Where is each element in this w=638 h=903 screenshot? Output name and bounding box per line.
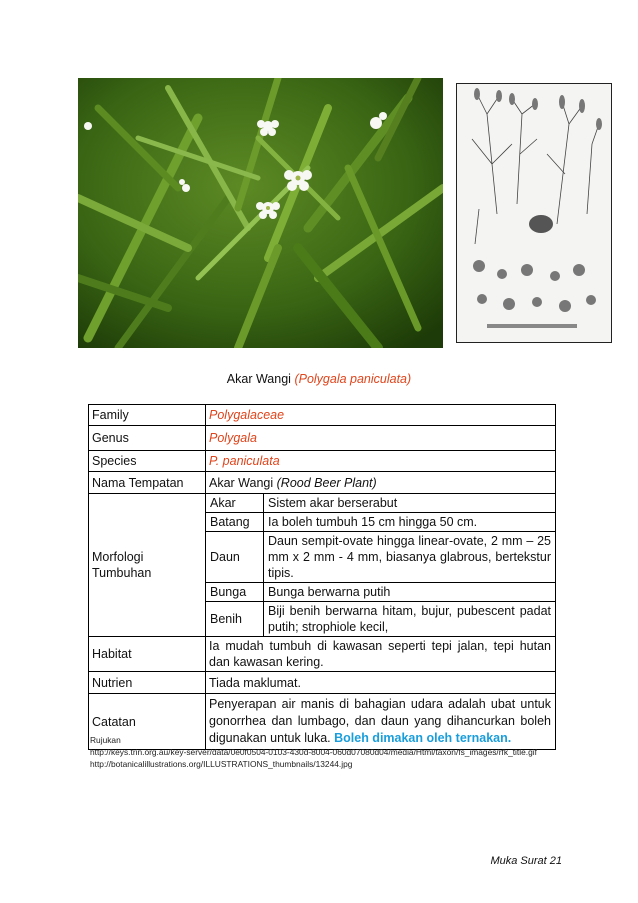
- local-name-note: (Rood Beer Plant): [276, 475, 377, 490]
- family-label: Family: [89, 405, 206, 426]
- morph-value: Biji benih berwarna hitam, bujur, pubescent padat putih; strophiole kecil,: [268, 604, 551, 634]
- page-number: Muka Surat 21: [490, 855, 562, 867]
- morph-key: Daun: [206, 532, 264, 583]
- botanical-illustration: [456, 83, 612, 343]
- species-value: P. paniculata: [206, 451, 556, 472]
- row-habitat: [89, 637, 556, 672]
- morph-value: Ia boleh tumbuh 15 cm hingga 50 cm.: [264, 513, 556, 532]
- species-label: Species: [89, 451, 206, 472]
- morph-value: Sistem akar berserabut: [264, 494, 556, 513]
- genus-label: Genus: [89, 426, 206, 451]
- row-nutrient: [89, 672, 556, 694]
- morph-key: Akar: [206, 494, 264, 513]
- reference-link[interactable]: http://botanicalillustrations.org/ILLUSTRATIONS_thumbnails/13244.jpg: [90, 759, 353, 769]
- local-name-value: [206, 472, 556, 494]
- morphology-table: [206, 494, 555, 636]
- row-morphology: [89, 494, 556, 637]
- reference-link[interactable]: http://keys.trin.org.au/key-server/data/0e0f0504-0103-430d-8004-060d07080d04/media/Html/taxon/fs_images/rfk_title.gif: [90, 747, 537, 757]
- morph-value: Bunga berwarna putih: [264, 583, 556, 602]
- morph-value: Daun sempit-ovate hingga linear-ovate, 2 mm – 25 mm x 2 mm - 4 mm, biasanya glabrous, bertekstur tipis.: [264, 532, 556, 583]
- family-value: Polygalaceae: [206, 405, 556, 426]
- morph-row-seed: [206, 602, 555, 637]
- plant-photo: [78, 78, 443, 348]
- habitat-value: Ia mudah tumbuh di kawasan seperti tepi jalan, tepi hutan dan kawasan kering.: [206, 637, 556, 672]
- morph-key: Benih: [206, 602, 264, 637]
- row-genus: [89, 426, 556, 451]
- morph-row-flower: [206, 583, 555, 602]
- notes-text: Penyerapan air manis di bahagian udara adalah ubat untuk gonorrhea dan lumbago, dan daun yang dihancurkan boleh digunakan untuk luka.: [209, 697, 551, 745]
- morph-row-stem: [206, 513, 555, 532]
- row-family: [89, 405, 556, 426]
- morph-row-leaf: [206, 532, 555, 583]
- notes-label: Catatan: [89, 694, 206, 750]
- morph-row-root: [206, 494, 555, 513]
- genus-value: Polygala: [206, 426, 556, 451]
- row-species: [89, 451, 556, 472]
- notes-highlight: Boleh dimakan oleh ternakan.: [334, 731, 512, 745]
- morph-key: Bunga: [206, 583, 264, 602]
- nutrient-label: Nutrien: [89, 672, 206, 694]
- morph-key: Batang: [206, 513, 264, 532]
- morphology-cell: [206, 494, 556, 637]
- caption-common-name: Akar Wangi: [226, 372, 291, 386]
- habitat-label: Habitat: [89, 637, 206, 672]
- references-title: Rujukan: [90, 735, 121, 745]
- plant-info-table: [88, 404, 556, 750]
- local-name-label: Nama Tempatan: [89, 472, 206, 494]
- row-local-name: [89, 472, 556, 494]
- local-name-text: Akar Wangi: [209, 475, 274, 490]
- morphology-label: Morfologi Tumbuhan: [89, 494, 206, 637]
- caption-scientific-name: (Polygala paniculata): [294, 372, 412, 386]
- figure-caption: [0, 372, 638, 386]
- nutrient-value: Tiada maklumat.: [206, 672, 556, 694]
- references: [90, 734, 537, 770]
